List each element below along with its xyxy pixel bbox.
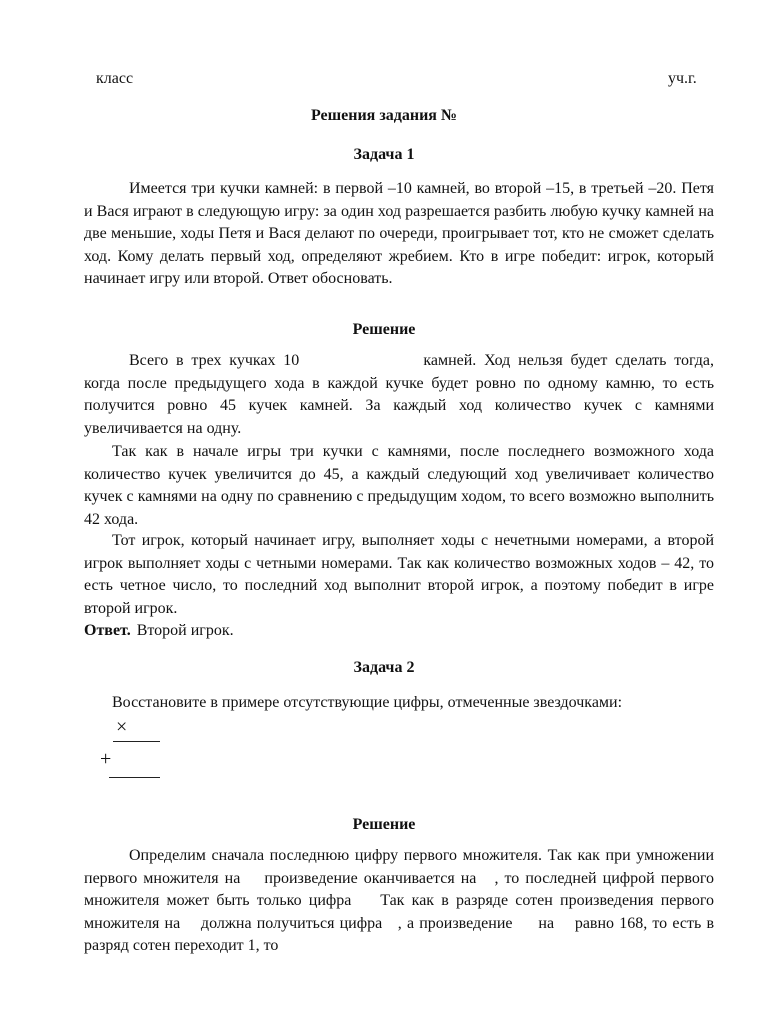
task1-solution-heading: Решение bbox=[352, 321, 416, 338]
task1-solution-paragraph-2: Так как в начале игры три кучки с камнями, после последнего возможного хода количество кучек увеличится до 45, а каждый следующий ход увеличивает количество кучек с камнями на одну по сравнению с предыдущим ходом, то всего возможно выполнить 42 хода. bbox=[84, 443, 714, 528]
answer-text: Второй игрок. bbox=[136, 622, 234, 639]
task1-solution-paragraph-3: Тот игрок, который начинает игру, выполняет ходы с нечетными номерами, а второй игрок выполняет ходы с четными номерами. Так как количество возможных ходов – 42, то есть четное число, то последний ход выполнит второй игрок, а поэтому победит в игре второй игрок. bbox=[84, 532, 714, 617]
task2-solution-heading: Решение bbox=[352, 816, 416, 833]
task1-solution-paragraph-1 bbox=[84, 350, 714, 440]
solution-text-after-gap: камней. Ход нельзя будет сделать тогда, когда после предыдущего хода в каждой кучке будет ровно по одному камню, то есть получится ровно 45 кучек камней. За каждый ход количество кучек с камнями увеличивается на одну. bbox=[84, 352, 715, 437]
header-school-year-label: уч.г. bbox=[668, 70, 697, 87]
multiplication-line bbox=[113, 741, 160, 742]
addition-sign: + bbox=[100, 748, 112, 770]
task1-statement: Имеется три кучки камней: в первой –10 камней, во второй –15, в третьей –20. Петя и Вася играют в следующую игру: за один ход разрешается разбить любую кучку камней на две меньшие, ходы Петя и Вася делают по очереди, проигрывает тот, кто не сможет сделать ход. Кому делать первый ход, определяют жребием. Кто в игре победит: игрок, который начинает игру или второй. Ответ обосновать. bbox=[84, 180, 714, 288]
task1-heading: Задача 1 bbox=[353, 146, 415, 163]
page-title: Решения задания № bbox=[310, 107, 458, 124]
addition-line bbox=[109, 777, 160, 778]
task2-heading: Задача 2 bbox=[353, 659, 415, 676]
task2-solution-text: Определим сначала последнюю цифру первого множителя. Так как при умножении первого множителя на произведение оканчивается на , то последней цифрой первого множителя может быть только цифра Так как в разряде сотен произведения первого множителя на должна получиться цифра , а произведение на равно 168, то есть в разряд сотен переходит 1, то bbox=[84, 847, 718, 955]
answer-label: Ответ. bbox=[84, 622, 131, 639]
multiplication-sign: × bbox=[116, 716, 128, 738]
solution-text-before-gap: Всего в трех кучках 10 bbox=[129, 352, 300, 369]
header-class-label: класс bbox=[96, 70, 134, 87]
task2-statement: Восстановите в примере отсутствующие цифры, отмеченные звездочками: bbox=[112, 694, 623, 711]
task1-answer bbox=[84, 622, 234, 640]
